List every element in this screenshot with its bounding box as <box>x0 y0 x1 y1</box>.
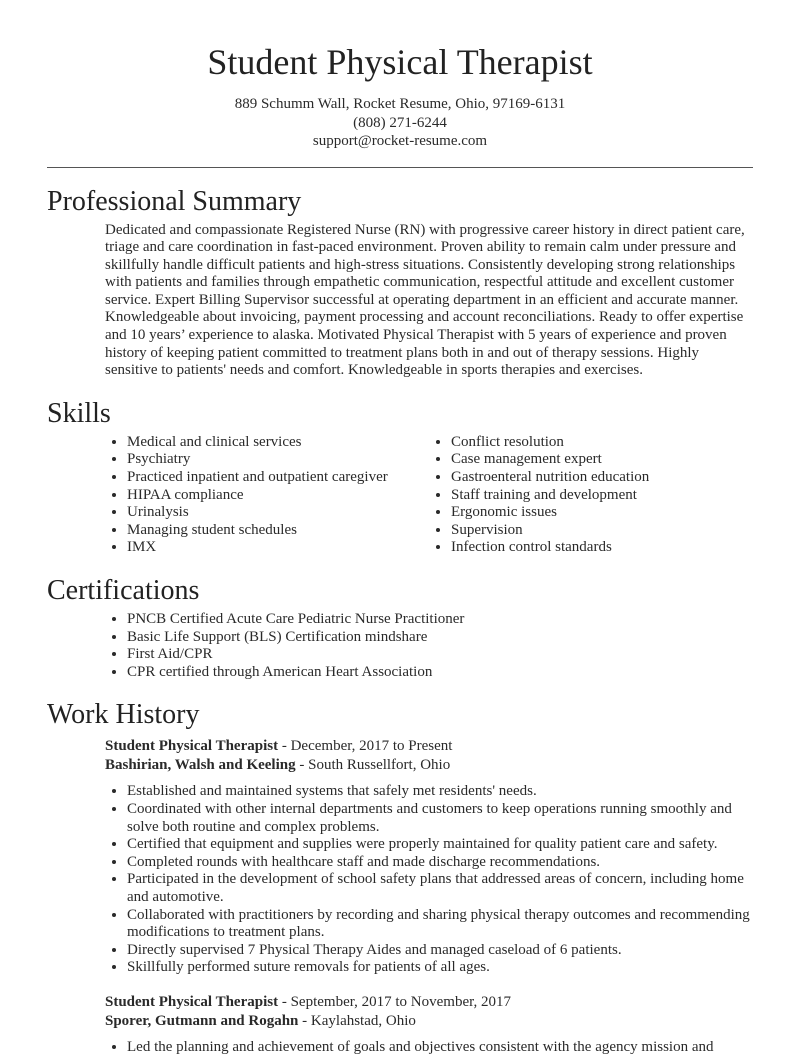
certifications-section <box>47 575 753 681</box>
job-location: South Russellfort, Ohio <box>308 757 451 774</box>
job-dates: September, 2017 to November, 2017 <box>290 993 512 1010</box>
certification-item: • CPR certified through American Heart Association <box>127 664 753 682</box>
job-bullet: • Skillfully performed suture removals for patients of all ages. <box>127 959 753 977</box>
skill-item: • IMX <box>127 539 429 557</box>
jobs-list <box>105 737 753 1056</box>
company-name: Bashirian, Walsh and Keeling <box>105 757 296 774</box>
job-bullet: • Completed rounds with healthcare staff and made discharge recommendations. <box>127 854 753 872</box>
job-company-line <box>105 756 753 775</box>
section-heading: Skills <box>47 397 111 429</box>
job-bullet: • Collaborated with practitioners by recording and sharing physical therapy outcomes and recommending modifications to treatment plans. <box>127 907 753 942</box>
job-bullet: • Certified that equipment and supplies were properly maintained for quality patient care and safety. <box>127 836 753 854</box>
job-title-line <box>105 737 753 756</box>
skill-item: • Supervision <box>451 522 753 540</box>
skills-columns <box>105 430 753 557</box>
job-bullets <box>105 783 753 977</box>
job-title-line <box>105 993 753 1012</box>
work-history-section <box>47 699 753 1056</box>
phone: (808) 271-6244 <box>353 114 447 131</box>
job-bullet: • Led the planning and achievement of goals and objectives consistent with the agency mission and <box>127 1039 753 1057</box>
job-location: Kaylahstad, Ohio <box>310 1012 416 1029</box>
job-entry <box>105 993 753 1057</box>
skill-item: • Gastroenteral nutrition education <box>451 469 753 487</box>
certifications-list <box>105 611 753 681</box>
separator: - <box>295 757 309 774</box>
job-dates: December, 2017 to Present <box>290 738 453 755</box>
certification-item: • First Aid/CPR <box>127 646 753 664</box>
skill-item: • Medical and clinical services <box>127 434 429 452</box>
skill-item: • Psychiatry <box>127 451 429 469</box>
header-divider <box>47 167 753 168</box>
skills-list-left <box>105 434 429 557</box>
certification-item: • Basic Life Support (BLS) Certification mindshare <box>127 629 753 647</box>
skill-item: • Urinalysis <box>127 504 429 522</box>
job-entry <box>105 737 753 977</box>
section-heading: Certifications <box>47 575 200 606</box>
skill-item: • Practiced inpatient and outpatient caregiver <box>127 469 429 487</box>
summary-text: Dedicated and compassionate Registered Nurse (RN) with progressive career history in direct patient care, triage and care coordination in fast-paced environment. Proven ability to remain calm under pressure and skillfully handle difficult patients and high-stress situations. Consistently developing strong relationships with patients and families through empathetic communication, respectful attitude and excellent customer service. Expert Billing Supervisor successful at operating department in an efficient and accurate manner. Knowledgeable about invoicing, payment processing and account reconciliations. Ready to offer expertise and 10 years’ experience to alaska. Motivated Physical Therapist with 5 years of experience and proven history of keeping patient committed to treatment plans both in and out of therapy sessions. Highly sensitive to patients' needs and comfort. Knowledgeable in sports therapies and exercises. <box>105 221 745 379</box>
skills-list-right <box>429 434 753 557</box>
candidate-name: Student Physical Therapist <box>207 42 593 82</box>
certification-item: • PNCB Certified Acute Care Pediatric Nurse Practitioner <box>127 611 753 629</box>
section-heading: Work History <box>47 699 200 731</box>
section-heading: Professional Summary <box>47 185 302 217</box>
job-bullet: • Established and maintained systems that safely met residents' needs. <box>127 783 753 801</box>
skill-item: • Managing student schedules <box>127 522 429 540</box>
separator: - <box>278 738 291 755</box>
separator: - <box>278 993 291 1010</box>
skill-item: • Case management expert <box>451 451 753 469</box>
job-company-line <box>105 1012 753 1031</box>
email: support@rocket-resume.com <box>312 133 488 149</box>
job-bullets <box>105 1039 753 1057</box>
address: 889 Schumm Wall, Rocket Resume, Ohio, 97169-6131 <box>234 96 566 112</box>
skills-section <box>47 398 753 557</box>
skill-item: • Staff training and development <box>451 487 753 505</box>
job-bullet: • Directly supervised 7 Physical Therapy Aides and managed caseload of 6 patients. <box>127 942 753 960</box>
contact-info <box>47 95 753 151</box>
summary-section <box>47 186 753 380</box>
skill-item: • Infection control standards <box>451 539 753 557</box>
company-name: Sporer, Gutmann and Rogahn <box>105 1012 299 1029</box>
job-title: Student Physical Therapist <box>105 738 279 755</box>
skill-item: • Conflict resolution <box>451 434 753 452</box>
job-bullet: • Participated in the development of school safety plans that addressed areas of concern, including home and automotive. <box>127 871 753 906</box>
skill-item: • HIPAA compliance <box>127 487 429 505</box>
job-bullet: • Coordinated with other internal departments and customers to keep operations running smoothly and solve both routine and complex problems. <box>127 801 753 836</box>
separator: - <box>298 1012 311 1029</box>
job-title: Student Physical Therapist <box>105 993 279 1010</box>
skill-item: • Ergonomic issues <box>451 504 753 522</box>
